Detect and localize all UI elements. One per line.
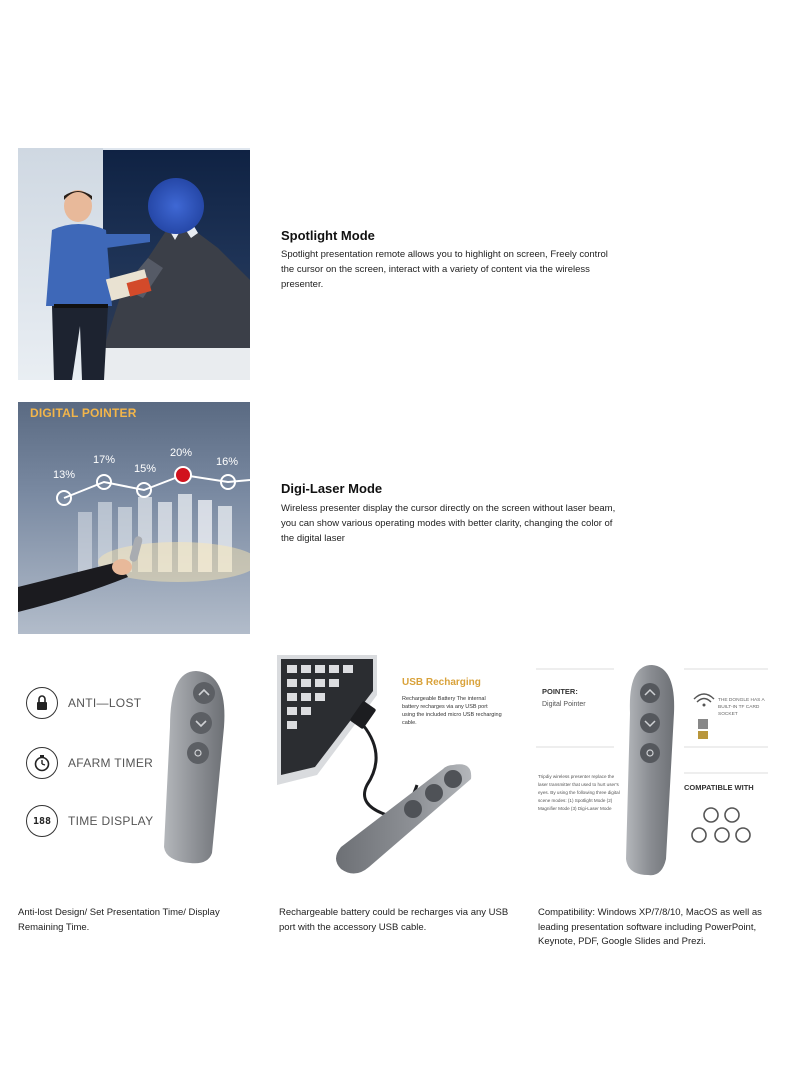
spotlight-mode-image bbox=[18, 148, 250, 380]
anti-lost-label: ANTI—LOST bbox=[68, 696, 142, 710]
lock-icon bbox=[26, 687, 58, 719]
presenter-remote bbox=[156, 667, 236, 867]
percent-label: 17% bbox=[93, 454, 116, 466]
anti-lost-caption: Anti-lost Design/ Set Presentation Time/ Display Remaining Time. bbox=[18, 907, 220, 933]
percent-label: 16% bbox=[216, 456, 239, 468]
timer-icon bbox=[26, 747, 58, 779]
usb-recharging-text: Rechargeable Battery The internal battery recharges via any USB port using the included micro USB recharging cable. bbox=[402, 696, 502, 726]
digi-laser-mode-title: Digi-Laser Mode bbox=[281, 481, 383, 496]
time-display-label: TIME DISPLAY bbox=[68, 814, 154, 828]
usb-recharging-panel bbox=[277, 655, 509, 887]
dongle-text: THE DONGLE HAS A BUILT-IN TF CARD SOCKET bbox=[718, 698, 765, 717]
pointer-title: POINTER: bbox=[542, 687, 578, 696]
digital-pointer-image bbox=[18, 402, 250, 634]
presenter-person bbox=[32, 186, 152, 380]
modes-text: Tripdiy wireless presenter replace the laser transmitter that used to hurt user's eyes. By using the following three digital scene modes: (1) Spotlight Mode (2) Magnifier Mode (3) Digi-Laser Mode bbox=[538, 774, 620, 811]
digi-laser-mode-description: Wireless presenter display the cursor directly on the screen without laser beam, you can show various operating modes with better clarity, changing the color of the digital laser bbox=[281, 503, 616, 544]
alarm-timer-label: AFARM TIMER bbox=[68, 756, 154, 770]
spotlight-circle bbox=[148, 178, 204, 234]
anti-lost-panel bbox=[18, 655, 250, 887]
time-display-row bbox=[26, 805, 153, 837]
compatibility-caption: Compatibility: Windows XP/7/8/10, MacOS as well as leading presentation software including PowerPoint, Keynote, PDF, Google Slides and Prezi. bbox=[538, 907, 762, 947]
digital-pointer-chart bbox=[18, 402, 250, 634]
digital-display-icon: 188 bbox=[26, 805, 58, 837]
usb-recharging-title: USB Recharging bbox=[402, 677, 481, 688]
percent-label: 13% bbox=[53, 469, 76, 481]
percent-label: 20% bbox=[170, 447, 193, 459]
digital-pointer-label: DIGITAL POINTER bbox=[30, 406, 137, 420]
alarm-timer-row bbox=[26, 747, 153, 779]
usb-recharging-caption: Rechargeable battery could be recharges via any USB port with the accessory USB cable. bbox=[279, 907, 509, 933]
spotlight-mode-description: Spotlight presentation remote allows you to highlight on screen, Freely control the cursor on the screen, interact with a variety of content via the wireless presenter. bbox=[281, 249, 608, 290]
laptop-and-remote bbox=[277, 655, 509, 887]
anti-lost-row bbox=[26, 687, 141, 719]
percent-label: 15% bbox=[134, 463, 157, 475]
pointer-subtitle: Digital Pointer bbox=[542, 701, 586, 708]
compatible-with-title: COMPATIBLE WITH bbox=[684, 783, 754, 792]
spotlight-mode-title: Spotlight Mode bbox=[281, 228, 375, 243]
compatibility-panel bbox=[536, 663, 768, 887]
